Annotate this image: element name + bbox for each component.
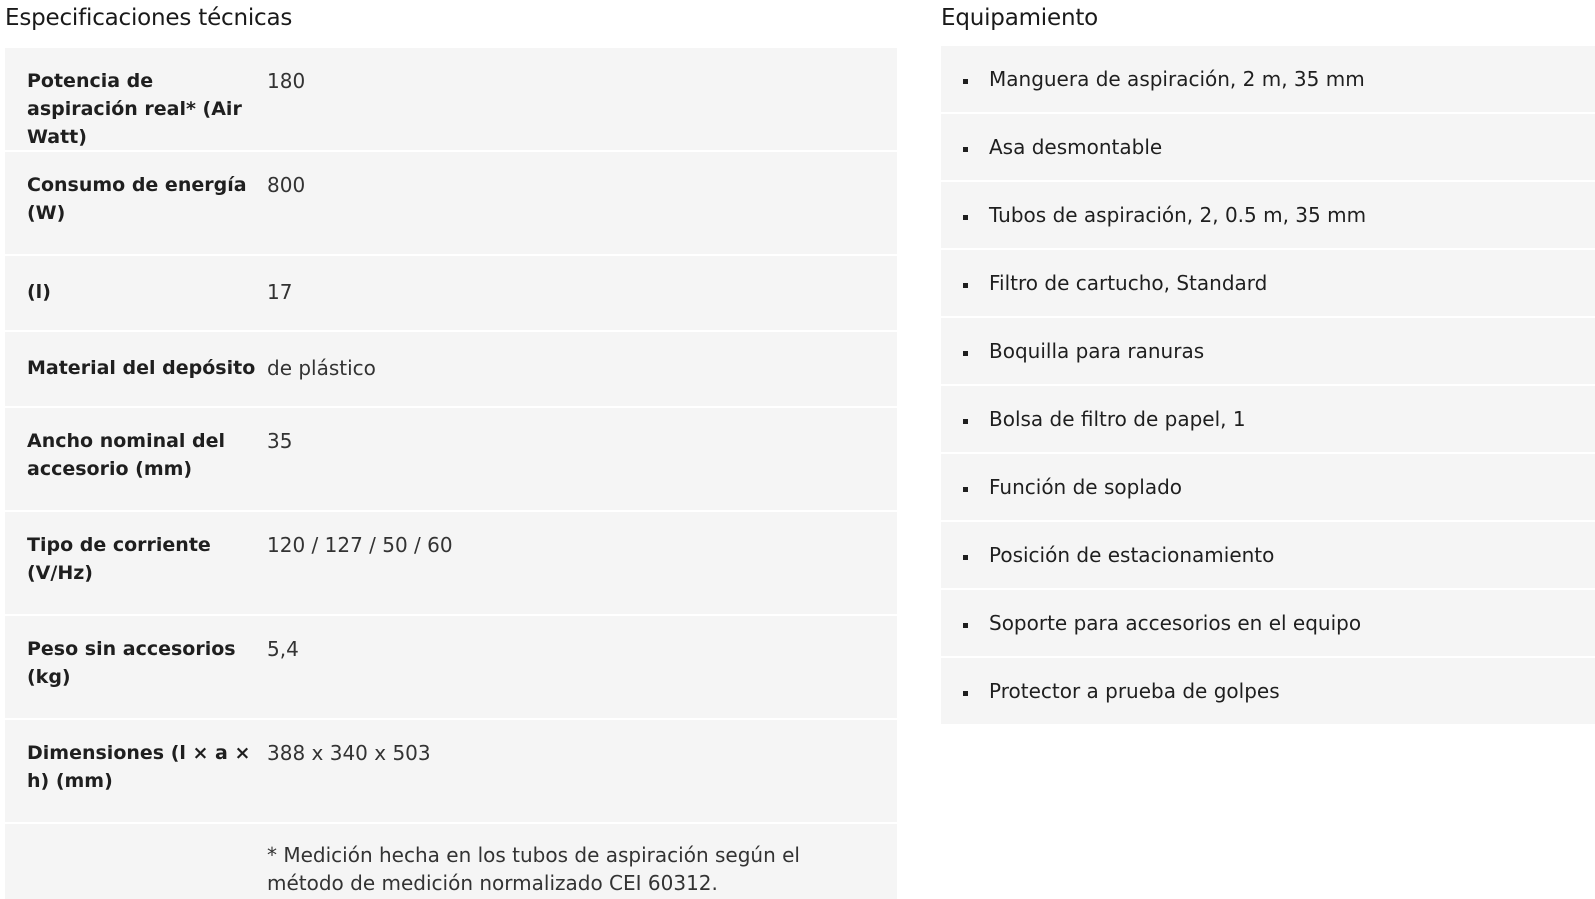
spec-row-capacity — [5, 256, 897, 330]
spec-label: Consumo de energía (W) — [27, 174, 247, 224]
spec-value: 180 — [267, 69, 306, 93]
spec-value: 35 — [267, 429, 293, 453]
equipment-item — [941, 658, 1595, 724]
spec-label: Ancho nominal del accesorio (mm) — [27, 430, 226, 480]
spec-label: Tipo de corriente (V/Hz) — [27, 534, 211, 584]
spec-row-tank-material — [5, 332, 897, 406]
equipment-list — [941, 46, 1595, 726]
equipment-item-label: Asa desmontable — [989, 135, 1163, 159]
equipment-item — [941, 386, 1595, 452]
equipment-item-label: Posición de estacionamiento — [989, 543, 1275, 567]
bullet-icon — [963, 555, 968, 560]
spec-label: Peso sin accesorios (kg) — [27, 638, 236, 688]
bullet-icon — [963, 623, 968, 628]
spec-label: Material del depósito — [27, 357, 256, 379]
spec-label: (l) — [27, 281, 51, 303]
specs-table — [5, 48, 897, 899]
equipment-item — [941, 522, 1595, 588]
spec-label: Potencia de aspiración real* (Air Watt) — [27, 70, 242, 148]
equipment-item-label: Protector a prueba de golpes — [989, 679, 1280, 703]
bullet-icon — [963, 691, 968, 696]
spec-value: 388 x 340 x 503 — [267, 741, 431, 765]
spec-row-footnote — [5, 824, 897, 899]
spec-row-current-type — [5, 512, 897, 614]
spec-row-weight — [5, 616, 897, 718]
equipment-title: Equipamiento — [941, 5, 1099, 31]
spec-value: 800 — [267, 173, 306, 197]
equipment-item-label: Filtro de cartucho, Standard — [989, 271, 1268, 295]
equipment-item — [941, 454, 1595, 520]
equipment-item-label: Manguera de aspiración, 2 m, 35 mm — [989, 67, 1365, 91]
bullet-icon — [963, 283, 968, 288]
equipment-item-label: Bolsa de filtro de papel, 1 — [989, 407, 1246, 431]
spec-footnote: * Medición hecha en los tubos de aspiración según el método de medición normalizado CEI 60312. — [267, 843, 800, 895]
spec-label-empty — [5, 841, 267, 899]
spec-row-accessory-width — [5, 408, 897, 510]
equipment-item — [941, 182, 1595, 248]
spec-row-power-consumption — [5, 152, 897, 254]
equipment-item-label: Función de soplado — [989, 475, 1183, 499]
bullet-icon — [963, 147, 968, 152]
equipment-item — [941, 250, 1595, 316]
equipment-item — [941, 590, 1595, 656]
equipment-item — [941, 114, 1595, 180]
equipment-item-label: Boquilla para ranuras — [989, 339, 1205, 363]
spec-row-suction-power — [5, 48, 897, 150]
spec-label: Dimensiones (l × a × h) (mm) — [27, 742, 251, 792]
equipment-item — [941, 46, 1595, 112]
specs-title: Especificaciones técnicas — [5, 5, 293, 31]
equipment-item — [941, 318, 1595, 384]
equipment-item-label: Soporte para accesorios en el equipo — [989, 611, 1362, 635]
spec-value: 17 — [267, 280, 293, 304]
bullet-icon — [963, 419, 968, 424]
spec-value: 5,4 — [267, 637, 299, 661]
spec-value: de plástico — [267, 356, 376, 380]
bullet-icon — [963, 487, 968, 492]
equipment-item-label: Tubos de aspiración, 2, 0.5 m, 35 mm — [989, 203, 1367, 227]
spec-row-dimensions — [5, 720, 897, 822]
bullet-icon — [963, 215, 968, 220]
bullet-icon — [963, 351, 968, 356]
bullet-icon — [963, 79, 968, 84]
spec-value: 120 / 127 / 50 / 60 — [267, 533, 453, 557]
